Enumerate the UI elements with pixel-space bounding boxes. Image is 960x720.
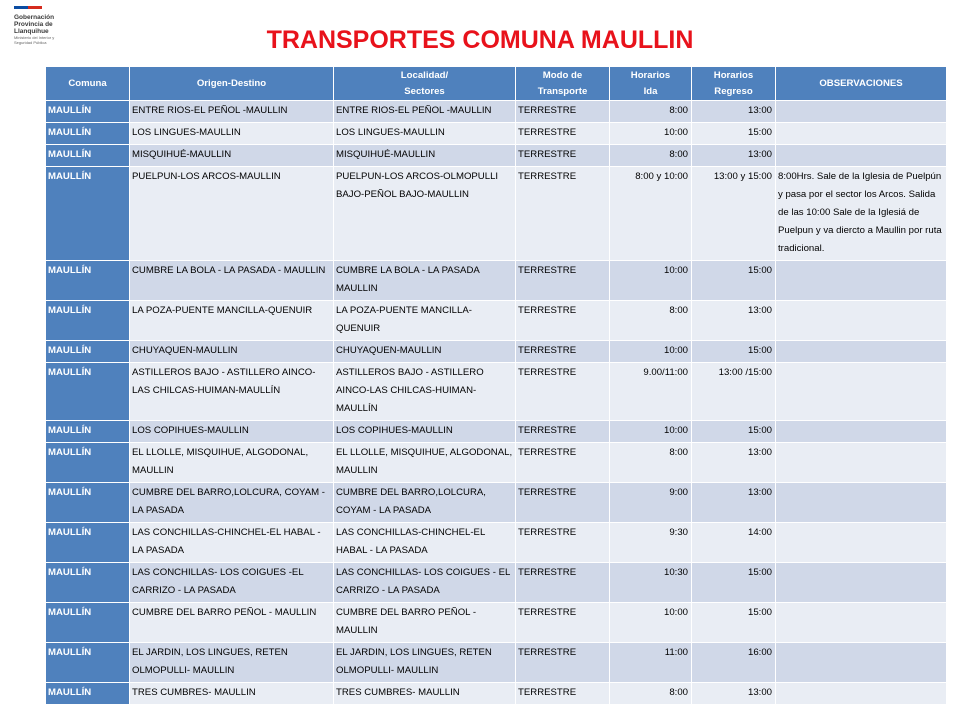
header-comuna: Comuna [46,67,130,101]
cell-modo: TERRESTRE [516,523,610,563]
cell-origen-destino: CUMBRE DEL BARRO,LOLCURA, COYAM - LA PASADA [130,483,334,523]
cell-origen-destino: ASTILLEROS BAJO - ASTILLERO AINCO-LAS CHILCAS-HUIMAN-MAULLÍN [130,363,334,421]
cell-horario-ida: 10:00 [610,421,692,443]
table-row [46,421,947,443]
cell-origen-destino: LOS COPIHUES-MAULLIN [130,421,334,443]
cell-observaciones [776,563,947,603]
cell-horario-regreso: 13:00 [692,101,776,123]
cell-observaciones [776,261,947,301]
page-title: TRANSPORTES COMUNA MAULLIN [266,26,694,54]
cell-localidad: CUMBRE LA BOLA - LA PASADA MAULLIN [334,261,516,301]
cell-localidad: LA POZA-PUENTE MANCILLA-QUENUIR [334,301,516,341]
cell-localidad: LAS CONCHILLAS-CHINCHEL-EL HABAL - LA PASADA [334,523,516,563]
transport-table [45,66,947,705]
table-row [46,603,947,643]
cell-modo: TERRESTRE [516,563,610,603]
table-row [46,123,947,145]
cell-comuna: MAULLÍN [46,145,130,167]
table-row [46,443,947,483]
cell-observaciones: 8:00Hrs. Sale de la Iglesia de Puelpún y pasa por el sector los Arcos. Salida de las 10:00 Sale de la Iglesiá de Puelpun y va diercto a Maullin por ruta tradicional. [776,167,947,261]
cell-origen-destino: LOS LINGUES-MAULLIN [130,123,334,145]
cell-observaciones [776,421,947,443]
header-observaciones: OBSERVACIONES [776,67,947,101]
cell-observaciones [776,101,947,123]
cell-horario-regreso: 13:00 [692,145,776,167]
cell-origen-destino: LAS CONCHILLAS- LOS COIGUES -EL CARRIZO - LA PASADA [130,563,334,603]
cell-horario-regreso: 15:00 [692,123,776,145]
cell-horario-ida: 11:00 [610,643,692,683]
logo-flag-bar [14,6,42,9]
cell-origen-destino: CUMBRE LA BOLA - LA PASADA - MAULLIN [130,261,334,301]
cell-localidad: CUMBRE DEL BARRO,LOLCURA, COYAM - LA PASADA [334,483,516,523]
cell-origen-destino: PUELPUN-LOS ARCOS-MAULLIN [130,167,334,261]
cell-modo: TERRESTRE [516,301,610,341]
cell-modo: TERRESTRE [516,643,610,683]
cell-horario-regreso: 13:00 y 15:00 [692,167,776,261]
cell-horario-regreso: 15:00 [692,341,776,363]
cell-observaciones [776,643,947,683]
table-row [46,261,947,301]
cell-horario-ida: 10:00 [610,341,692,363]
logo-small-1: Ministerio del Interior y [14,35,55,40]
cell-modo: TERRESTRE [516,261,610,301]
cell-localidad: MISQUIHUÉ-MAULLIN [334,145,516,167]
cell-modo: TERRESTRE [516,483,610,523]
cell-horario-regreso: 13:00 [692,443,776,483]
header-horarios-regreso: Horarios Regreso [692,67,776,101]
cell-modo: TERRESTRE [516,101,610,123]
cell-comuna: MAULLÍN [46,363,130,421]
cell-horario-ida: 10:00 [610,123,692,145]
table-row [46,363,947,421]
cell-observaciones [776,123,947,145]
table-row [46,563,947,603]
cell-observaciones [776,483,947,523]
cell-modo: TERRESTRE [516,341,610,363]
logo-line-1: Gobernación [14,14,55,21]
cell-origen-destino: CUMBRE DEL BARRO PEÑOL - MAULLIN [130,603,334,643]
cell-modo: TERRESTRE [516,167,610,261]
cell-localidad: LOS LINGUES-MAULLIN [334,123,516,145]
cell-comuna: MAULLÍN [46,523,130,563]
cell-modo: TERRESTRE [516,603,610,643]
header-modo: Modo de Transporte [516,67,610,101]
cell-localidad: EL JARDIN, LOS LINGUES, RETEN OLMOPULLI- MAULLIN [334,643,516,683]
cell-horario-ida: 8:00 [610,301,692,341]
logo-small-2: Seguridad Pública [14,40,47,45]
table-body [46,101,947,705]
table-row [46,341,947,363]
header-localidad: Localidad/ Sectores [334,67,516,101]
cell-modo: TERRESTRE [516,123,610,145]
cell-modo: TERRESTRE [516,683,610,705]
cell-observaciones [776,443,947,483]
cell-horario-regreso: 14:00 [692,523,776,563]
cell-observaciones [776,523,947,563]
table-row [46,523,947,563]
cell-horario-regreso: 16:00 [692,643,776,683]
cell-origen-destino: EL LLOLLE, MISQUIHUE, ALGODONAL, MAULLIN [130,443,334,483]
cell-horario-ida: 10:00 [610,261,692,301]
cell-observaciones [776,603,947,643]
cell-comuna: MAULLÍN [46,421,130,443]
cell-horario-regreso: 13:00 /15:00 [692,363,776,421]
cell-observaciones [776,341,947,363]
cell-localidad: CHUYAQUEN-MAULLIN [334,341,516,363]
cell-horario-ida: 10:30 [610,563,692,603]
cell-horario-ida: 9:00 [610,483,692,523]
cell-origen-destino: ENTRE RIOS-EL PEÑOL -MAULLIN [130,101,334,123]
table-header-row [46,67,947,101]
cell-horario-ida: 8:00 [610,101,692,123]
logo-line-2: Provincia de [14,21,53,28]
table-row [46,683,947,705]
header-horarios-ida: Horarios Ida [610,67,692,101]
cell-horario-ida: 9:30 [610,523,692,563]
table-row [46,145,947,167]
cell-comuna: MAULLÍN [46,563,130,603]
cell-horario-ida: 10:00 [610,603,692,643]
table-row [46,643,947,683]
cell-localidad: ASTILLEROS BAJO - ASTILLERO AINCO-LAS CHILCAS-HUIMAN-MAULLÍN [334,363,516,421]
cell-comuna: MAULLÍN [46,261,130,301]
cell-localidad: TRES CUMBRES- MAULLIN [334,683,516,705]
cell-comuna: MAULLÍN [46,683,130,705]
cell-modo: TERRESTRE [516,363,610,421]
cell-origen-destino: MISQUIHUÉ-MAULLIN [130,145,334,167]
table-row [46,301,947,341]
cell-horario-regreso: 15:00 [692,261,776,301]
cell-observaciones [776,363,947,421]
header-origen-destino: Origen-Destino [130,67,334,101]
cell-horario-ida: 8:00 [610,443,692,483]
cell-comuna: MAULLÍN [46,443,130,483]
cell-observaciones [776,683,947,705]
cell-modo: TERRESTRE [516,145,610,167]
cell-horario-regreso: 15:00 [692,421,776,443]
table-row [46,167,947,261]
cell-localidad: PUELPUN-LOS ARCOS-OLMOPULLI BAJO-PEÑOL BAJO-MAULLIN [334,167,516,261]
table-row [46,101,947,123]
cell-horario-regreso: 15:00 [692,563,776,603]
cell-observaciones [776,301,947,341]
cell-localidad: EL LLOLLE, MISQUIHUE, ALGODONAL, MAULLIN [334,443,516,483]
cell-comuna: MAULLÍN [46,341,130,363]
cell-modo: TERRESTRE [516,443,610,483]
cell-comuna: MAULLÍN [46,123,130,145]
cell-horario-ida: 9.00/11:00 [610,363,692,421]
cell-localidad: CUMBRE DEL BARRO PEÑOL - MAULLIN [334,603,516,643]
cell-comuna: MAULLÍN [46,483,130,523]
cell-horario-regreso: 13:00 [692,483,776,523]
cell-origen-destino: CHUYAQUEN-MAULLIN [130,341,334,363]
cell-horario-ida: 8:00 y 10:00 [610,167,692,261]
cell-origen-destino: LA POZA-PUENTE MANCILLA-QUENUIR [130,301,334,341]
table-row [46,483,947,523]
cell-comuna: MAULLÍN [46,643,130,683]
logo-line-3: Llanquihue [14,28,49,35]
cell-comuna: MAULLÍN [46,167,130,261]
cell-modo: TERRESTRE [516,421,610,443]
cell-comuna: MAULLÍN [46,301,130,341]
cell-horario-regreso: 15:00 [692,603,776,643]
cell-horario-regreso: 13:00 [692,683,776,705]
cell-localidad: ENTRE RIOS-EL PEÑOL -MAULLIN [334,101,516,123]
cell-origen-destino: EL JARDIN, LOS LINGUES, RETEN OLMOPULLI- MAULLIN [130,643,334,683]
cell-origen-destino: LAS CONCHILLAS-CHINCHEL-EL HABAL - LA PASADA [130,523,334,563]
cell-localidad: LAS CONCHILLAS- LOS COIGUES - EL CARRIZO - LA PASADA [334,563,516,603]
cell-observaciones [776,145,947,167]
cell-comuna: MAULLÍN [46,603,130,643]
cell-horario-ida: 8:00 [610,683,692,705]
cell-horario-ida: 8:00 [610,145,692,167]
cell-localidad: LOS COPIHUES-MAULLIN [334,421,516,443]
cell-origen-destino: TRES CUMBRES- MAULLIN [130,683,334,705]
cell-comuna: MAULLÍN [46,101,130,123]
cell-horario-regreso: 13:00 [692,301,776,341]
